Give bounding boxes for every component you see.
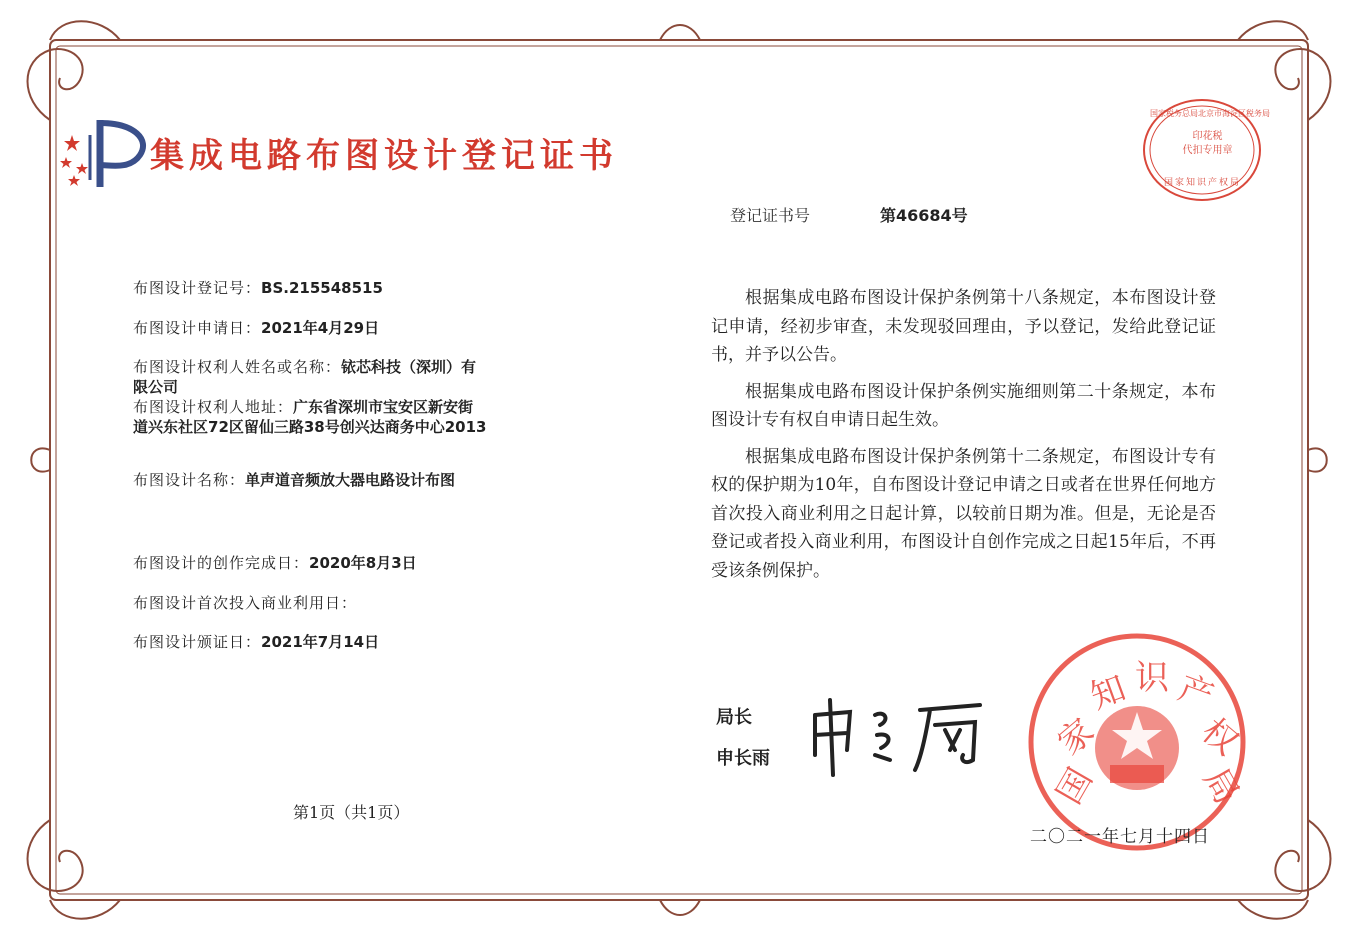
creation-date-value: 2020年8月3日 <box>309 554 417 572</box>
owner-label: 布图设计权利人姓名或名称： <box>133 358 342 376</box>
paragraph-2: 根据集成电路布图设计保护条例实施细则第二十条规定，本布图设计专有权自申请日起生效。 <box>711 381 1216 430</box>
apply-date-value: 2021年4月29日 <box>261 319 380 337</box>
address-value-line2: 道兴东社区72区留仙三路38号创兴达商务中心2013 <box>133 418 487 436</box>
field-apply-date <box>133 317 379 338</box>
handwritten-signature-icon <box>805 690 995 780</box>
design-name-value: 单声道音频放大器电路设计布图 <box>245 471 456 489</box>
tax-stamp-center <box>1180 130 1235 158</box>
tax-stamp-bottom-text: 国家知识产权局 <box>1163 178 1241 188</box>
field-design-name <box>133 469 455 490</box>
certificate-number <box>730 203 968 226</box>
tax-stamp-line2: 代扣专用章 <box>1182 145 1233 156</box>
first-commercial-label: 布图设计首次投入商业利用日： <box>133 594 358 612</box>
cnipa-logo-icon <box>60 115 155 190</box>
issue-date-value: 2021年7月14日 <box>261 633 380 651</box>
tax-stamp-ring-text: 国家税务总局北京市海淀区税务局 <box>1150 109 1270 118</box>
issue-date-label: 布图设计颁证日： <box>133 633 262 651</box>
field-owner <box>133 356 476 377</box>
director-name: 申长雨 <box>716 748 770 769</box>
paragraph-3: 根据集成电路布图设计保护条例第十二条规定，布图设计专有权的保护期为10年，自布图设计登记申请之日或者在世界任何地方首次投入商业利用之日起计算，以较前日期为准。但是，无论是否登记或者投入商业利用，布图设计自创作完成之日起15年后，不再受该条例保护。 <box>711 446 1216 581</box>
field-address <box>133 396 473 417</box>
seal-text: 国 家 知 识 产 权 局 <box>1049 658 1247 811</box>
field-first-commercial <box>133 592 357 613</box>
field-creation-date <box>133 552 417 573</box>
apply-date-label: 布图设计申请日： <box>133 319 262 337</box>
address-label: 布图设计权利人地址： <box>133 398 294 416</box>
legal-paragraphs <box>711 284 1216 585</box>
design-name-label: 布图设计名称： <box>133 471 246 489</box>
reg-no-label: 布图设计登记号： <box>133 279 262 297</box>
owner-value-line1: 铱芯科技（深圳）有 <box>341 358 477 376</box>
issue-date-chinese: 二〇二一年七月十四日 <box>1030 827 1210 847</box>
field-issue-date <box>133 631 379 652</box>
address-value-line1: 广东省深圳市宝安区新安街 <box>293 398 474 416</box>
certificate-number-label: 登记证书号 <box>730 206 811 225</box>
owner-value-line2: 限公司 <box>133 378 179 396</box>
creation-date-label: 布图设计的创作完成日： <box>133 554 310 572</box>
paragraph-1: 根据集成电路布图设计保护条例第十八条规定，本布图设计登记申请，经初步审查，未发现驳回理由，予以登记，发给此登记证书，并予以公告。 <box>711 288 1216 365</box>
certificate-title: 集成电路布图设计登记证书 <box>150 136 618 176</box>
tax-stamp-line1: 印花税 <box>1192 131 1223 142</box>
reg-no-value: BS.215548515 <box>261 279 383 297</box>
field-reg-no <box>133 277 383 298</box>
field-owner-cont <box>133 376 178 397</box>
page-number: 第1页（共1页） <box>293 803 410 822</box>
certificate-number-value: 第46684号 <box>880 206 968 225</box>
field-address-cont <box>133 416 487 437</box>
director-title: 局长 <box>716 707 752 728</box>
